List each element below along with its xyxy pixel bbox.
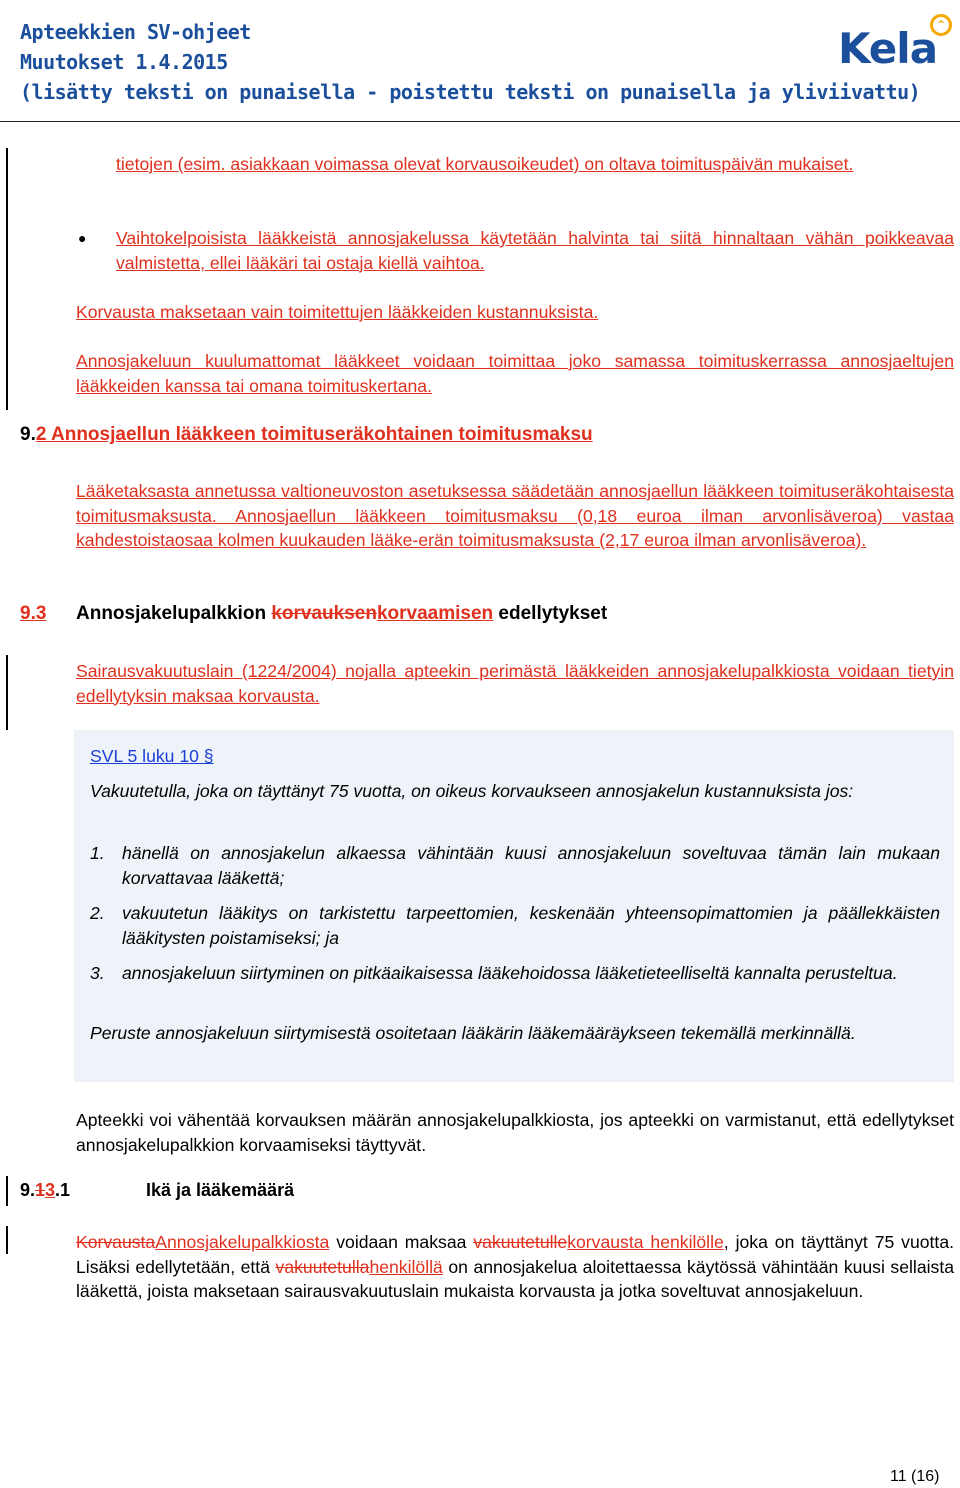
body-text: , joka on täyttänyt 75 vuotta. Lisäksi edellytetään, että xyxy=(76,1232,954,1277)
inserted-text: henkilöllä xyxy=(369,1256,443,1277)
list-number: 2. xyxy=(90,903,105,923)
inserted-text: korvaamisen xyxy=(376,603,494,624)
logo-text: Kela xyxy=(838,24,938,73)
list-number: 1. xyxy=(90,843,105,863)
change-bar xyxy=(6,1226,8,1254)
change-bar xyxy=(6,1176,8,1206)
heading-text: 2 Annosjaellun lääkkeen toimituseräkohtainen toimitusmaksu xyxy=(35,424,593,445)
list-item: vakuutetun lääkitys on tarkistettu tarpeettomien, keskenään yhteensopimattomien ja päällekkäisten lääkitysten poistamiseksi; ja xyxy=(122,903,940,948)
heading-number: 9. xyxy=(20,424,36,445)
paragraph-korvausta: Korvausta maksetaan vain toimitettujen lääkkeiden kustannuksista. xyxy=(76,302,599,322)
paragraph-9-3: Sairausvakuutuslain (1224/2004) nojalla apteekin perimästä lääkkeiden annosjakelupalkkiosta voidaan tietyin edellytyksin maksaa korvausta. xyxy=(76,661,954,706)
header-divider xyxy=(0,121,960,122)
body-text: on annosjakelua aloitettaessa käytössä vähintään kuusi sellaista lääkettä, joista maksetaan sairausvakuutuslain mukaista korvausta ja jotka soveltuvat annosjakeluun. xyxy=(76,1256,954,1301)
change-bar xyxy=(6,148,8,410)
list-item: hänellä on annosjakelun alkaessa vähintään kuusi annosjakeluun soveltuvaa tämän lain mukaan korvattavaa lääkettä; xyxy=(122,843,940,888)
kela-emblem-icon: ⌃ xyxy=(930,14,952,36)
heading-number: 9.3 xyxy=(20,603,47,624)
list-number: 3. xyxy=(90,963,105,983)
section-heading-9-3 xyxy=(20,603,954,625)
paragraph-9-2: Lääketaksasta annetussa valtioneuvoston asetuksessa säädetään annosjaellun lääkkeen toimituseräkohtaisesta toimitusmaksusta. Annosjaellun lääkkeen toimitusmaksu (0,18 euroa ilman arvonlisäveroa) vastaa kahdestoistaosaa kolmen kuukauden lääke-erän toimitusmaksusta (2,17 euroa ilman arvonlisäveroa). xyxy=(76,481,954,550)
page-number: 11 (16) xyxy=(890,1468,940,1485)
kela-logo xyxy=(838,14,956,74)
header-note: (lisätty teksti on punaisella - poistettu teksti on punaisella ja yliviivattu) xyxy=(20,80,921,104)
paragraph-apteekki: Apteekki voi vähentää korvauksen määrän annosjakelupalkkiosta, jos apteekki on varmistanut, että edellytykset annosjakelupalkkion korvaamiseksi täyttyvät. xyxy=(76,1110,954,1155)
law-reference xyxy=(90,744,940,769)
bullet-item: Vaihtokelpoisista lääkkeistä annosjakelussa käytetään halvinta tai siitä hinnaltaan vähän poikkeavaa valmistetta, ellei lääkäri tai ostaja kiellä vaihtoa. xyxy=(116,228,954,273)
header-title: Apteekkien SV-ohjeet xyxy=(20,20,251,44)
section-heading-9-3-1 xyxy=(20,1180,70,1201)
header-subtitle: Muutokset 1.4.2015 xyxy=(20,50,228,74)
body-text: voidaan maksaa xyxy=(329,1232,474,1252)
deleted-text: 1 xyxy=(35,1180,46,1200)
deleted-text: korvauksen xyxy=(271,603,377,624)
inserted-text: 3 xyxy=(45,1180,56,1200)
paragraph-ika xyxy=(76,1230,954,1304)
heading-number-suffix: .1 xyxy=(55,1180,71,1200)
law-link[interactable]: SVL 5 luku 10 § xyxy=(90,746,214,766)
heading-text-pre: Annosjakelupalkkion xyxy=(76,603,272,624)
deleted-text: vakuutetulle xyxy=(473,1232,568,1252)
deleted-text: Korvausta xyxy=(76,1232,156,1252)
inserted-text: Annosjakelupalkkiosta xyxy=(155,1232,330,1252)
bullet-continuation: tietojen (esim. asiakkaan voimassa olevat korvausoikeudet) on oltava toimituspäivän mukaiset. xyxy=(116,154,854,174)
change-bar xyxy=(6,655,8,730)
paragraph-annosjakeluun: Annosjakeluun kuulumattomat lääkkeet voidaan toimittaa joko samassa toimituskerrassa annosjaeltujen lääkkeiden kanssa tai omana toimituskertana. xyxy=(76,351,954,396)
quote-intro: Vakuutetulla, joka on täyttänyt 75 vuotta, on oikeus korvaukseen annosjakelun kustannuksista jos: xyxy=(90,781,854,801)
heading-number: 9. xyxy=(20,1180,36,1200)
section-heading-9-2 xyxy=(20,424,954,446)
deleted-text: vakuutetulla xyxy=(275,1256,370,1277)
heading-text-post: edellytykset xyxy=(493,603,608,624)
quote-outro: Peruste annosjakeluun siirtymisestä osoitetaan lääkärin lääkemääräykseen tekemällä merkinnällä. xyxy=(90,1023,856,1043)
bullet-dot-icon: ● xyxy=(78,230,87,246)
list-item: annosjakeluun siirtyminen on pitkäaikaisessa lääkehoidossa lääketieteelliseltä kannalta perusteltua. xyxy=(122,963,898,983)
heading-text: Ikä ja lääkemäärä xyxy=(146,1180,295,1200)
inserted-text: korvausta henkilölle xyxy=(567,1232,724,1252)
